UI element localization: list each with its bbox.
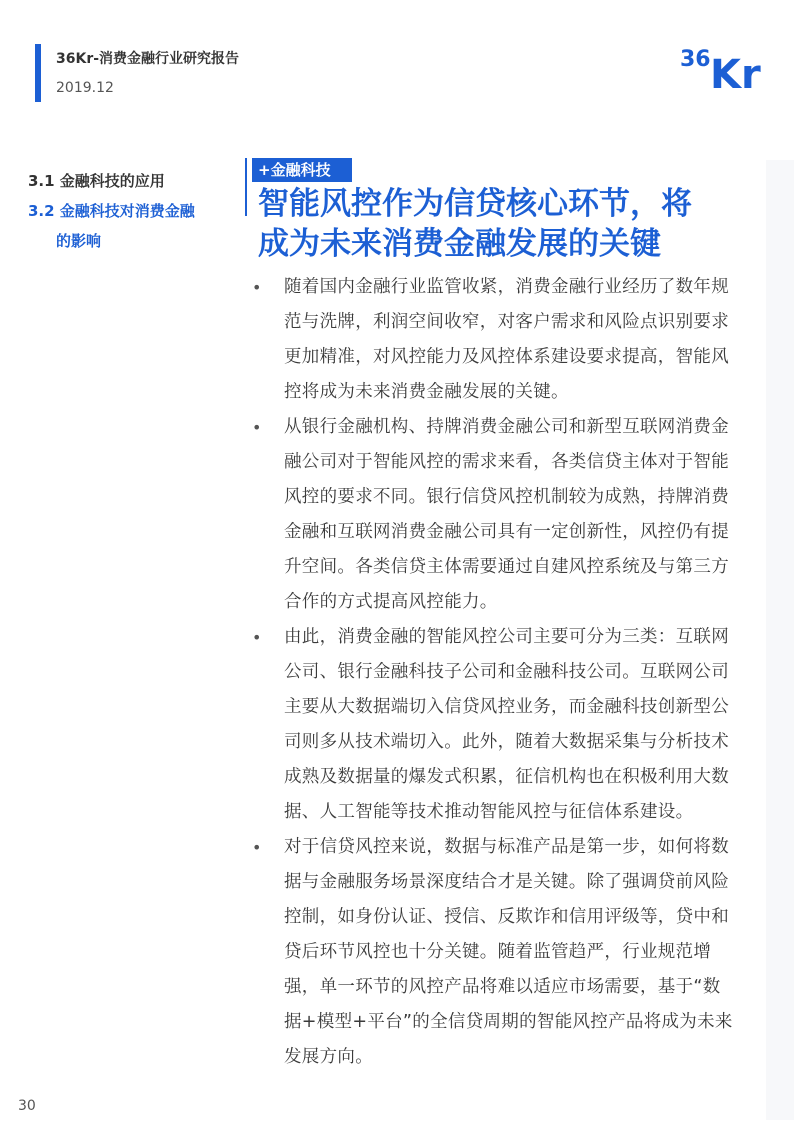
page-number: 30 <box>18 1098 36 1114</box>
headline-line-2: 成为未来消费金融发展的关键 <box>258 226 661 262</box>
section-nav <box>28 166 238 256</box>
report-date: 2019.12 <box>56 80 114 96</box>
bullet-text: 从银行金融机构、持牌消费金融公司和新型互联网消费金融公司对于智能风控的需求来看，各类信贷主体对于智能风控的要求不同。银行信贷风控机制较为成熟，持牌消费金融和互联网消费金融公司具有一定创新性，风控仍有提升空间。各类信贷主体需要通过自建风控系统及与第三方合作的方式提高风控能力。 <box>284 417 729 612</box>
logo-kr-text: Kr <box>710 52 761 92</box>
bullet-marker: • <box>252 838 262 857</box>
page-edge-strip <box>766 160 794 1120</box>
bullet-item <box>252 830 734 1075</box>
bullet-item <box>252 620 734 830</box>
bullet-text: 对于信贷风控来说，数据与标准产品是第一步，如何将数据与金融服务场景深度结合才是关键。除了强调贷前风险控制，如身份认证、授信、反欺诈和信用评级等，贷中和贷后环节风控也十分关键。随着监管趋严，行业规范增强，单一环节的风控产品将难以适应市场需要，基于“数据+模型+平台”的全信贷周期的智能风控产品将成为未来发展方向。 <box>284 837 733 1067</box>
nav-item-3-2[interactable]: 3.2 金融科技对消费金融 <box>28 202 195 220</box>
bullet-text: 随着国内金融行业监管收紧，消费金融行业经历了数年规范与洗牌，利润空间收窄，对客户需求和风险点识别要求更加精准，对风控能力及风控体系建设要求提高，智能风控将成为未来消费金融发展的关键。 <box>284 277 729 402</box>
tag-accent-line <box>245 158 247 216</box>
bullet-marker: • <box>252 418 262 437</box>
bullet-list <box>252 270 734 1075</box>
bullet-item <box>252 410 734 620</box>
report-title: 36Kr-消费金融行业研究报告 <box>56 51 240 67</box>
brand-logo <box>680 40 770 92</box>
header-accent-bar <box>35 44 41 102</box>
bullet-marker: • <box>252 278 262 297</box>
nav-item-3-1[interactable]: 3.1 金融科技的应用 <box>28 172 165 190</box>
nav-item-3-2-continued[interactable]: 的影响 <box>56 232 102 250</box>
headline-line-1: 智能风控作为信贷核心环节，将 <box>258 186 692 222</box>
section-tag: +金融科技 <box>252 158 352 182</box>
logo-36-text: 36 <box>680 47 711 72</box>
bullet-marker: • <box>252 628 262 647</box>
page-headline <box>258 184 738 264</box>
bullet-item <box>252 270 734 410</box>
bullet-text: 由此，消费金融的智能风控公司主要可分为三类：互联网公司、银行金融科技子公司和金融科技公司。互联网公司主要从大数据端切入信贷风控业务，而金融科技创新型公司则多从技术端切入。此外，随着大数据采集与分析技术成熟及数据量的爆发式积累，征信机构也在积极利用大数据、人工智能等技术推动智能风控与征信体系建设。 <box>284 627 729 822</box>
